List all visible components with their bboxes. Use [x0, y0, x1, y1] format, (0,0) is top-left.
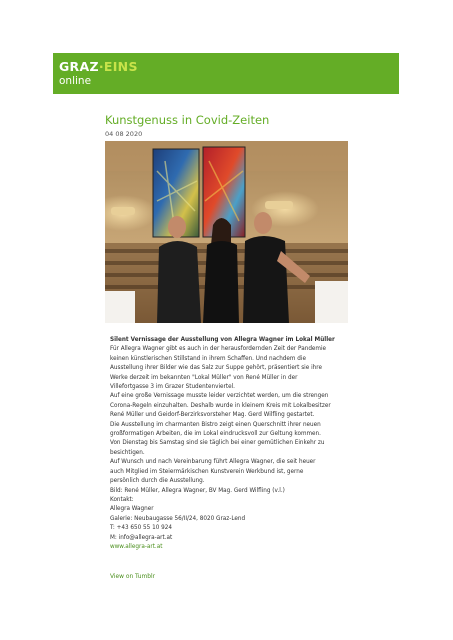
contact-phone: T: +43 650 55 10 924 — [110, 525, 172, 532]
logo-part-2: EINS — [103, 59, 138, 74]
body-line: Corona-Regeln einzuhalten. Deshalb wurde in kleinem Kreis mit Lokalbesitzer — [110, 402, 331, 409]
logo-part-1: GRAZ — [59, 59, 99, 74]
site-header — [53, 53, 399, 94]
article-title[interactable]: Kunstgenuss in Covid-Zeiten — [105, 113, 270, 127]
logo-subtitle: online — [59, 75, 92, 87]
logo-dash: · — [98, 59, 104, 74]
body-line: Von Dienstag bis Samstag sind sie täglich bei einer gemütlichen Einkehr zu — [110, 440, 325, 447]
body-line: Villefortgasse 3 im Grazer Studentenviertel. — [110, 384, 235, 391]
article-date: 04 08 2020 — [105, 130, 143, 138]
contact-label: Kontakt: — [110, 496, 134, 503]
view-on-tumblr-link[interactable]: View on Tumblr — [110, 574, 156, 580]
body-line: Für Allegra Wagner gibt es auch in der herausfordernden Zeit der Pandemie — [110, 346, 327, 353]
body-line: besichtigen. — [110, 449, 145, 456]
body-line: Auf Wunsch und nach Vereinbarung führt Allegra Wagner, die seit heuer — [110, 459, 316, 466]
body-line: auch Mitglied im Steiermärkischen Kunstverein Werkbund ist, gerne — [110, 468, 304, 475]
body-line: Ausstellung ihrer Bilder wie das Salz zur Suppe gehört, präsentiert sie ihre — [110, 365, 322, 372]
body-line: Werke derzeit im bekannten "Lokal Müller" von René Müller in der — [110, 374, 298, 381]
article-body — [110, 336, 348, 552]
contact-address: Galerie: Neubaugasse 56/II/24, 8020 Graz-Lend — [110, 515, 246, 522]
body-line: keinen künstlerischen Stillstand in ihrem Schaffen. Und nachdem die — [110, 355, 306, 362]
body-line: persönlich durch die Ausstellung. — [110, 478, 205, 485]
contact-email: M: info@allegra-art.at — [110, 534, 173, 541]
website-link[interactable]: www.allegra-art.at — [110, 543, 163, 550]
site-logo[interactable] — [59, 59, 138, 74]
article-photo — [105, 141, 348, 323]
article-heading: Silent Vernissage der Ausstellung von Allegra Wagner im Lokal Müller — [110, 337, 335, 343]
body-line: Auf eine große Vernissage musste leider verzichtet werden, um die strengen — [110, 393, 329, 400]
body-line: großformatigen Arbeiten, die im Lokal eindrucksvoll zur Geltung kommen. — [110, 431, 321, 438]
contact-name: Allegra Wagner — [110, 506, 154, 513]
body-line: René Müller und Geidorf-Berzirksvorsteher Mag. Gerd Wilfling gestartet. — [110, 412, 315, 419]
body-line: Die Ausstellung im charmanten Bistro zeigt einen Querschnitt ihrer neuen — [110, 421, 321, 428]
photo-caption: Bild: René Müller, Allegra Wagner, BV Mag. Gerd Wilfling (v.l.) — [110, 487, 285, 494]
